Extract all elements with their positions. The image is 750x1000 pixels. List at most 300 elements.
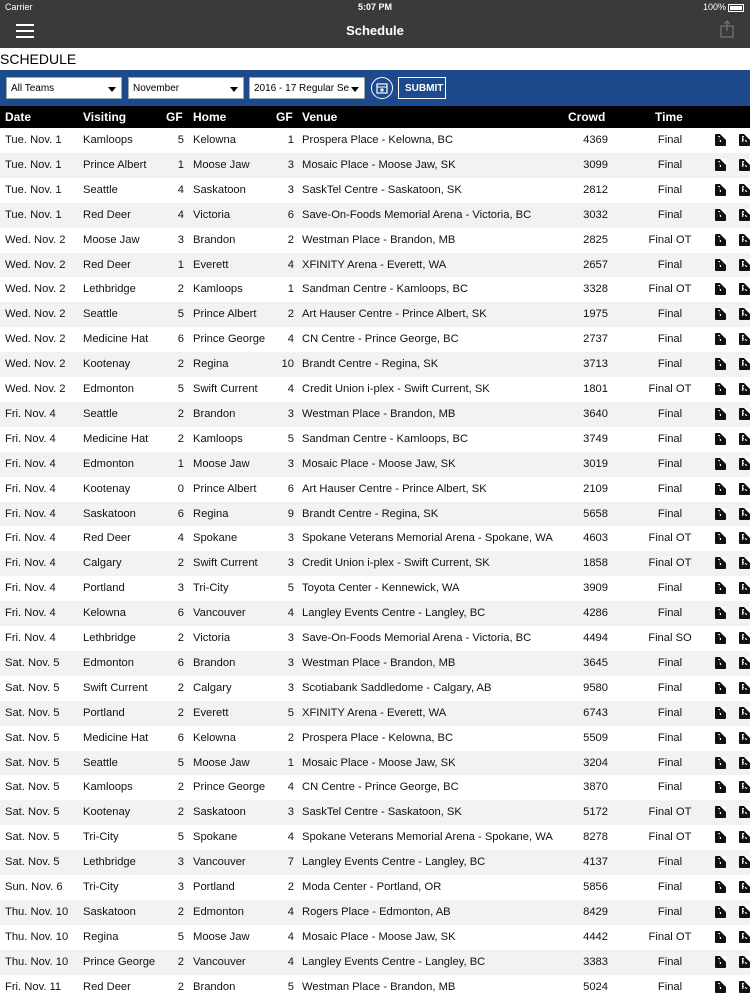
game-recap-icon[interactable]: R (739, 856, 750, 868)
table-row[interactable] (0, 825, 750, 850)
cell-date: Fri. Nov. 11 (5, 980, 62, 993)
cell-home: Regina (193, 358, 229, 371)
cell-venue: SaskTel Centre - Saskatoon, SK (302, 183, 462, 196)
chevron-down-icon (230, 87, 238, 92)
cell-time: Final (657, 432, 683, 445)
cell-home: Kamloops (193, 283, 243, 296)
calendar-button[interactable] (371, 77, 393, 99)
cell-date: Sat. Nov. 5 (5, 781, 60, 794)
table-row[interactable] (0, 950, 750, 975)
cell-crowd: 2825 (583, 233, 608, 246)
cell-gf1: 6 (177, 507, 184, 520)
text-report-icon[interactable]: T (715, 607, 726, 619)
text-report-icon[interactable]: T (715, 707, 726, 719)
cell-home: Moose Jaw (193, 756, 250, 769)
cell-time: Final (657, 607, 683, 620)
cell-gf2: 6 (287, 208, 294, 221)
cell-gf2: 4 (287, 930, 294, 943)
cell-visiting: Seattle (83, 308, 118, 321)
submit-button[interactable]: SUBMIT (398, 77, 446, 99)
cell-venue: Art Hauser Centre - Prince Albert, SK (302, 482, 487, 495)
cell-venue: Langley Events Centre - Langley, BC (302, 955, 486, 968)
table-row[interactable] (0, 800, 750, 825)
game-recap-icon[interactable]: R (739, 383, 750, 395)
game-recap-icon[interactable]: R (739, 184, 750, 196)
game-recap-icon[interactable]: R (739, 806, 750, 818)
cell-venue: Langley Events Centre - Langley, BC (302, 856, 486, 869)
cell-visiting: Regina (83, 930, 119, 943)
cell-gf2: 1 (287, 283, 294, 296)
game-recap-icon[interactable]: R (739, 134, 750, 146)
cell-venue: Scotiabank Saddledome - Calgary, AB (302, 681, 492, 694)
cell-home: Saskatoon (193, 183, 246, 196)
cell-time: Final OT (648, 930, 692, 943)
text-report-icon[interactable]: T (715, 532, 726, 544)
game-recap-icon[interactable]: R (739, 508, 750, 520)
cell-home: Calgary (193, 681, 232, 694)
column-header-visiting[interactable]: Visiting (83, 110, 127, 124)
table-row[interactable] (0, 775, 750, 800)
cell-home: Spokane (193, 532, 238, 545)
cell-venue: Westman Place - Brandon, MB (302, 656, 456, 669)
cell-date: Wed. Nov. 2 (5, 358, 66, 371)
cell-venue: Art Hauser Centre - Prince Albert, SK (302, 308, 487, 321)
cell-date: Sun. Nov. 6 (5, 881, 63, 893)
cell-crowd: 4494 (583, 632, 608, 644)
game-recap-icon[interactable]: R (739, 881, 750, 893)
cell-home: Regina (193, 507, 229, 520)
table-row[interactable] (0, 228, 750, 253)
team-select[interactable] (6, 77, 122, 99)
cell-crowd: 4137 (583, 856, 608, 869)
cell-gf1: 5 (177, 383, 184, 395)
cell-gf1: 3 (177, 881, 184, 893)
season-select-value: 2016 - 17 Regular Se (254, 83, 350, 94)
text-report-icon[interactable]: T (715, 358, 726, 370)
cell-visiting: Seattle (83, 407, 118, 420)
cell-time: Final (657, 258, 683, 271)
cell-venue: Credit Union i-plex - Swift Current, SK (302, 383, 490, 395)
text-report-icon[interactable]: T (715, 856, 726, 868)
table-row[interactable] (0, 900, 750, 925)
cell-visiting: Edmonton (83, 383, 134, 395)
cell-time: Final (657, 706, 683, 719)
cell-date: Fri. Nov. 4 (5, 532, 56, 545)
cell-visiting: Portland (83, 582, 125, 595)
cell-crowd: 2657 (583, 258, 608, 271)
cell-date: Thu. Nov. 10 (5, 955, 69, 968)
game-recap-icon[interactable]: R (739, 781, 750, 793)
table-row[interactable] (0, 751, 750, 776)
table-row[interactable] (0, 277, 750, 302)
cell-crowd: 9580 (583, 681, 608, 694)
cell-gf1: 2 (177, 806, 184, 819)
cell-home: Moose Jaw (193, 158, 250, 171)
game-recap-icon[interactable]: R (739, 209, 750, 221)
season-select[interactable] (249, 77, 365, 99)
cell-date: Thu. Nov. 10 (5, 905, 69, 918)
cell-gf1: 2 (177, 681, 184, 694)
cell-time: Final OT (648, 806, 692, 819)
month-select[interactable] (128, 77, 244, 99)
cell-home: Prince Albert (193, 482, 257, 495)
game-recap-icon[interactable]: R (739, 557, 750, 569)
cell-visiting: Saskatoon (83, 507, 136, 520)
cell-date: Wed. Nov. 2 (5, 233, 66, 246)
game-recap-icon[interactable]: R (739, 458, 750, 470)
cell-gf2: 3 (287, 158, 294, 171)
cell-visiting: Edmonton (83, 457, 134, 470)
cell-gf2: 2 (287, 233, 294, 246)
game-recap-icon[interactable]: R (739, 582, 750, 594)
cell-crowd: 3645 (583, 656, 608, 669)
cell-gf2: 4 (287, 258, 294, 271)
column-header-visiting-gf[interactable]: GF (166, 110, 183, 124)
cell-crowd: 1975 (583, 308, 608, 321)
table-row[interactable] (0, 327, 750, 352)
cell-gf2: 4 (287, 955, 294, 968)
table-row[interactable] (0, 875, 750, 900)
cell-gf1: 2 (177, 632, 184, 644)
cell-home: Swift Current (193, 557, 258, 570)
cell-date: Sat. Nov. 5 (5, 856, 60, 869)
game-recap-icon[interactable]: R (739, 757, 750, 769)
game-recap-icon[interactable]: R (739, 483, 750, 495)
cell-time: Final OT (648, 532, 692, 545)
game-recap-icon[interactable]: R (739, 408, 750, 420)
game-recap-icon[interactable]: R (739, 532, 750, 544)
cell-home: Moose Jaw (193, 457, 250, 470)
cell-date: Sat. Nov. 5 (5, 731, 60, 744)
game-recap-icon[interactable]: R (739, 632, 750, 644)
cell-gf1: 2 (177, 955, 184, 968)
cell-venue: Mosaic Place - Moose Jaw, SK (302, 457, 456, 470)
cell-time: Final (657, 358, 683, 371)
text-report-icon[interactable]: T (715, 259, 726, 271)
cell-date: Sat. Nov. 5 (5, 681, 60, 694)
table-row[interactable] (0, 477, 750, 502)
cell-home: Prince Albert (193, 308, 257, 321)
cell-venue: Spokane Veterans Memorial Arena - Spokane, WA (302, 831, 553, 844)
cell-home: Victoria (193, 208, 231, 221)
table-row[interactable] (0, 128, 750, 153)
text-report-icon[interactable]: T (715, 508, 726, 520)
game-recap-icon[interactable]: R (739, 433, 750, 445)
table-row[interactable] (0, 253, 750, 278)
table-row[interactable] (0, 427, 750, 452)
text-report-icon[interactable]: T (715, 308, 726, 320)
cell-visiting: Edmonton (83, 656, 134, 669)
column-header-crowd[interactable]: Crowd (568, 110, 606, 124)
cell-visiting: Kootenay (83, 482, 131, 495)
text-report-icon[interactable]: T (715, 159, 726, 171)
cell-gf1: 2 (177, 432, 184, 445)
text-report-icon[interactable]: T (715, 433, 726, 445)
table-row[interactable] (0, 925, 750, 950)
cell-venue: Westman Place - Brandon, MB (302, 980, 456, 993)
cell-date: Wed. Nov. 2 (5, 283, 66, 296)
cell-crowd: 6743 (583, 706, 608, 719)
cell-gf2: 5 (287, 432, 294, 445)
game-recap-icon[interactable]: R (739, 607, 750, 619)
cell-gf1: 6 (177, 333, 184, 346)
cell-gf1: 2 (177, 557, 184, 570)
table-row[interactable] (0, 601, 750, 626)
battery-indicator (703, 2, 744, 12)
cell-venue: Rogers Place - Edmonton, AB (302, 905, 451, 918)
cell-crowd: 8278 (583, 831, 608, 844)
cell-home: Kelowna (193, 731, 236, 744)
cell-home: Tri-City (193, 582, 229, 595)
cell-venue: Mosaic Place - Moose Jaw, SK (302, 158, 456, 171)
cell-crowd: 3640 (583, 407, 608, 420)
column-header-time[interactable]: Time (655, 110, 683, 124)
table-row[interactable] (0, 402, 750, 427)
cell-venue: Moda Center - Portland, OR (302, 881, 442, 893)
table-row[interactable] (0, 651, 750, 676)
table-row[interactable] (0, 626, 750, 651)
cell-visiting: Tri-City (83, 881, 119, 893)
table-row[interactable] (0, 377, 750, 402)
cell-crowd: 3328 (583, 283, 608, 296)
cell-venue: XFINITY Arena - Everett, WA (302, 258, 447, 271)
cell-venue: Prospera Place - Kelowna, BC (302, 134, 454, 146)
column-header-home-gf[interactable]: GF (276, 110, 293, 124)
calendar-icon (372, 78, 392, 98)
cell-date: Fri. Nov. 4 (5, 582, 56, 595)
text-report-icon[interactable]: T (715, 333, 726, 345)
cell-time: Final (657, 980, 683, 993)
game-recap-icon[interactable]: R (739, 831, 750, 843)
game-recap-icon[interactable]: R (739, 956, 750, 968)
cell-gf2: 3 (287, 656, 294, 669)
game-recap-icon[interactable]: R (739, 259, 750, 271)
cell-gf2: 4 (287, 905, 294, 918)
cell-home: Vancouver (193, 607, 246, 620)
share-icon[interactable] (720, 20, 734, 38)
cell-home: Brandon (193, 233, 236, 246)
cell-gf2: 9 (287, 507, 294, 520)
cell-time: Final (657, 905, 683, 918)
text-report-icon[interactable]: T (715, 906, 726, 918)
table-row[interactable] (0, 726, 750, 751)
cell-crowd: 2812 (583, 183, 608, 196)
text-report-icon[interactable]: T (715, 881, 726, 893)
cell-gf1: 3 (177, 582, 184, 595)
text-report-icon[interactable]: T (715, 981, 726, 993)
table-row[interactable] (0, 352, 750, 377)
cell-gf1: 5 (177, 831, 184, 844)
text-report-icon[interactable]: T (715, 209, 726, 221)
cell-gf1: 6 (177, 656, 184, 669)
game-recap-icon[interactable]: R (739, 707, 750, 719)
text-report-icon[interactable]: T (715, 383, 726, 395)
cell-date: Sat. Nov. 5 (5, 806, 60, 819)
filter-bar (0, 70, 750, 106)
text-report-icon[interactable]: T (715, 806, 726, 818)
table-row[interactable] (0, 178, 750, 203)
game-recap-icon[interactable]: R (739, 682, 750, 694)
table-row[interactable] (0, 302, 750, 327)
text-report-icon[interactable]: T (715, 283, 726, 295)
cell-gf2: 7 (287, 856, 294, 869)
cell-time: Final (657, 407, 683, 420)
cell-venue: Langley Events Centre - Langley, BC (302, 607, 486, 620)
cell-date: Tue. Nov. 1 (5, 158, 62, 171)
cell-venue: Credit Union i-plex - Swift Current, SK (302, 557, 490, 570)
cell-time: Final OT (648, 233, 692, 246)
cell-gf2: 6 (287, 482, 294, 495)
cell-time: Final OT (648, 557, 692, 570)
cell-date: Tue. Nov. 1 (5, 208, 62, 221)
cell-gf1: 2 (177, 706, 184, 719)
cell-gf2: 3 (287, 681, 294, 694)
cell-gf1: 5 (177, 308, 184, 321)
cell-date: Fri. Nov. 4 (5, 557, 56, 570)
cell-gf2: 3 (287, 457, 294, 470)
cell-home: Swift Current (193, 383, 258, 395)
cell-visiting: Portland (83, 706, 125, 719)
cell-time: Final (657, 134, 683, 146)
text-report-icon[interactable]: T (715, 831, 726, 843)
cell-visiting: Prince George (83, 955, 156, 968)
column-header-home[interactable]: Home (193, 110, 227, 124)
text-report-icon[interactable]: T (715, 632, 726, 644)
chevron-down-icon (351, 87, 359, 92)
cell-date: Fri. Nov. 4 (5, 607, 56, 620)
game-recap-icon[interactable]: R (739, 906, 750, 918)
cell-gf1: 3 (177, 856, 184, 869)
cell-time: Final (657, 482, 683, 495)
text-report-icon[interactable]: T (715, 234, 726, 246)
text-report-icon[interactable]: T (715, 582, 726, 594)
cell-venue: Westman Place - Brandon, MB (302, 233, 456, 246)
cell-home: Portland (193, 881, 235, 893)
text-report-icon[interactable]: T (715, 458, 726, 470)
cell-time: Final (657, 781, 683, 794)
cell-crowd: 4442 (583, 930, 608, 943)
cell-time: Final (657, 881, 683, 893)
text-report-icon[interactable]: T (715, 732, 726, 744)
column-header-venue[interactable]: Venue (302, 110, 338, 124)
cell-gf2: 2 (287, 308, 294, 321)
cell-gf2: 3 (287, 557, 294, 570)
cell-venue: Prospera Place - Kelowna, BC (302, 731, 454, 744)
cell-time: Final (657, 208, 683, 221)
table-row[interactable] (0, 203, 750, 228)
cell-gf2: 4 (287, 831, 294, 844)
cell-venue: Spokane Veterans Memorial Arena - Spokane, WA (302, 532, 553, 545)
game-recap-icon[interactable]: R (739, 358, 750, 370)
cell-crowd: 3019 (583, 457, 608, 470)
cell-date: Fri. Nov. 4 (5, 457, 56, 470)
table-row[interactable] (0, 701, 750, 726)
cell-home: Vancouver (193, 856, 246, 869)
cell-home: Prince George (193, 781, 266, 794)
cell-time: Final SO (648, 632, 692, 644)
table-row[interactable] (0, 850, 750, 875)
cell-visiting: Kootenay (83, 806, 131, 819)
game-recap-icon[interactable]: R (739, 981, 750, 993)
cell-date: Fri. Nov. 4 (5, 507, 56, 520)
cell-venue: Sandman Centre - Kamloops, BC (302, 283, 469, 296)
text-report-icon[interactable]: T (715, 408, 726, 420)
table-row[interactable] (0, 153, 750, 178)
column-header-date[interactable]: Date (5, 110, 32, 124)
cell-date: Tue. Nov. 1 (5, 183, 62, 196)
game-recap-icon[interactable]: R (739, 159, 750, 171)
text-report-icon[interactable]: T (715, 483, 726, 495)
cell-gf2: 3 (287, 632, 294, 644)
cell-venue: Save-On-Foods Memorial Arena - Victoria, BC (302, 632, 532, 644)
table-row[interactable] (0, 526, 750, 551)
cell-visiting: Lethbridge (83, 632, 136, 644)
game-recap-icon[interactable]: R (739, 732, 750, 744)
cell-gf2: 2 (287, 881, 294, 893)
text-report-icon[interactable]: T (715, 657, 726, 669)
game-recap-icon[interactable]: R (739, 333, 750, 345)
cell-gf2: 1 (287, 134, 294, 146)
cell-gf1: 5 (177, 756, 184, 769)
cell-venue: Brandt Centre - Regina, SK (302, 358, 439, 371)
table-row[interactable] (0, 452, 750, 477)
cell-gf1: 4 (177, 183, 184, 196)
page-title: SCHEDULE (0, 51, 77, 67)
cell-visiting: Saskatoon (83, 905, 136, 918)
cell-venue: SaskTel Centre - Saskatoon, SK (302, 806, 462, 819)
cell-time: Final OT (648, 283, 692, 296)
cell-home: Brandon (193, 656, 236, 669)
cell-home: Everett (193, 258, 229, 271)
game-recap-icon[interactable]: R (739, 308, 750, 320)
table-row[interactable] (0, 975, 750, 1000)
text-report-icon[interactable]: T (715, 557, 726, 569)
cell-time: Final (657, 582, 683, 595)
text-report-icon[interactable]: T (715, 781, 726, 793)
cell-crowd: 3713 (583, 358, 608, 371)
cell-visiting: Kootenay (83, 358, 131, 371)
text-report-icon[interactable]: T (715, 184, 726, 196)
cell-crowd: 3204 (583, 756, 608, 769)
text-report-icon[interactable]: T (715, 956, 726, 968)
cell-crowd: 4603 (583, 532, 608, 545)
game-recap-icon[interactable]: R (739, 234, 750, 246)
text-report-icon[interactable]: T (715, 682, 726, 694)
table-row[interactable] (0, 576, 750, 601)
status-bar (0, 0, 750, 14)
game-recap-icon[interactable]: R (739, 283, 750, 295)
cell-crowd: 3032 (583, 208, 608, 221)
text-report-icon[interactable]: T (715, 134, 726, 146)
table-row[interactable] (0, 502, 750, 527)
cell-crowd: 4369 (583, 134, 608, 146)
cell-home: Brandon (193, 980, 236, 993)
cell-visiting: Medicine Hat (83, 731, 149, 744)
game-recap-icon[interactable]: R (739, 657, 750, 669)
table-row[interactable] (0, 551, 750, 576)
game-recap-icon[interactable]: R (739, 931, 750, 943)
nav-title: Schedule (346, 23, 404, 38)
cell-time: Final OT (648, 383, 692, 395)
cell-crowd: 5172 (583, 806, 608, 819)
cell-visiting: Swift Current (83, 681, 148, 694)
cell-date: Fri. Nov. 4 (5, 482, 56, 495)
table-row[interactable] (0, 676, 750, 701)
cell-date: Sat. Nov. 5 (5, 831, 60, 844)
text-report-icon[interactable]: T (715, 757, 726, 769)
text-report-icon[interactable]: T (715, 931, 726, 943)
cell-gf2: 3 (287, 806, 294, 819)
